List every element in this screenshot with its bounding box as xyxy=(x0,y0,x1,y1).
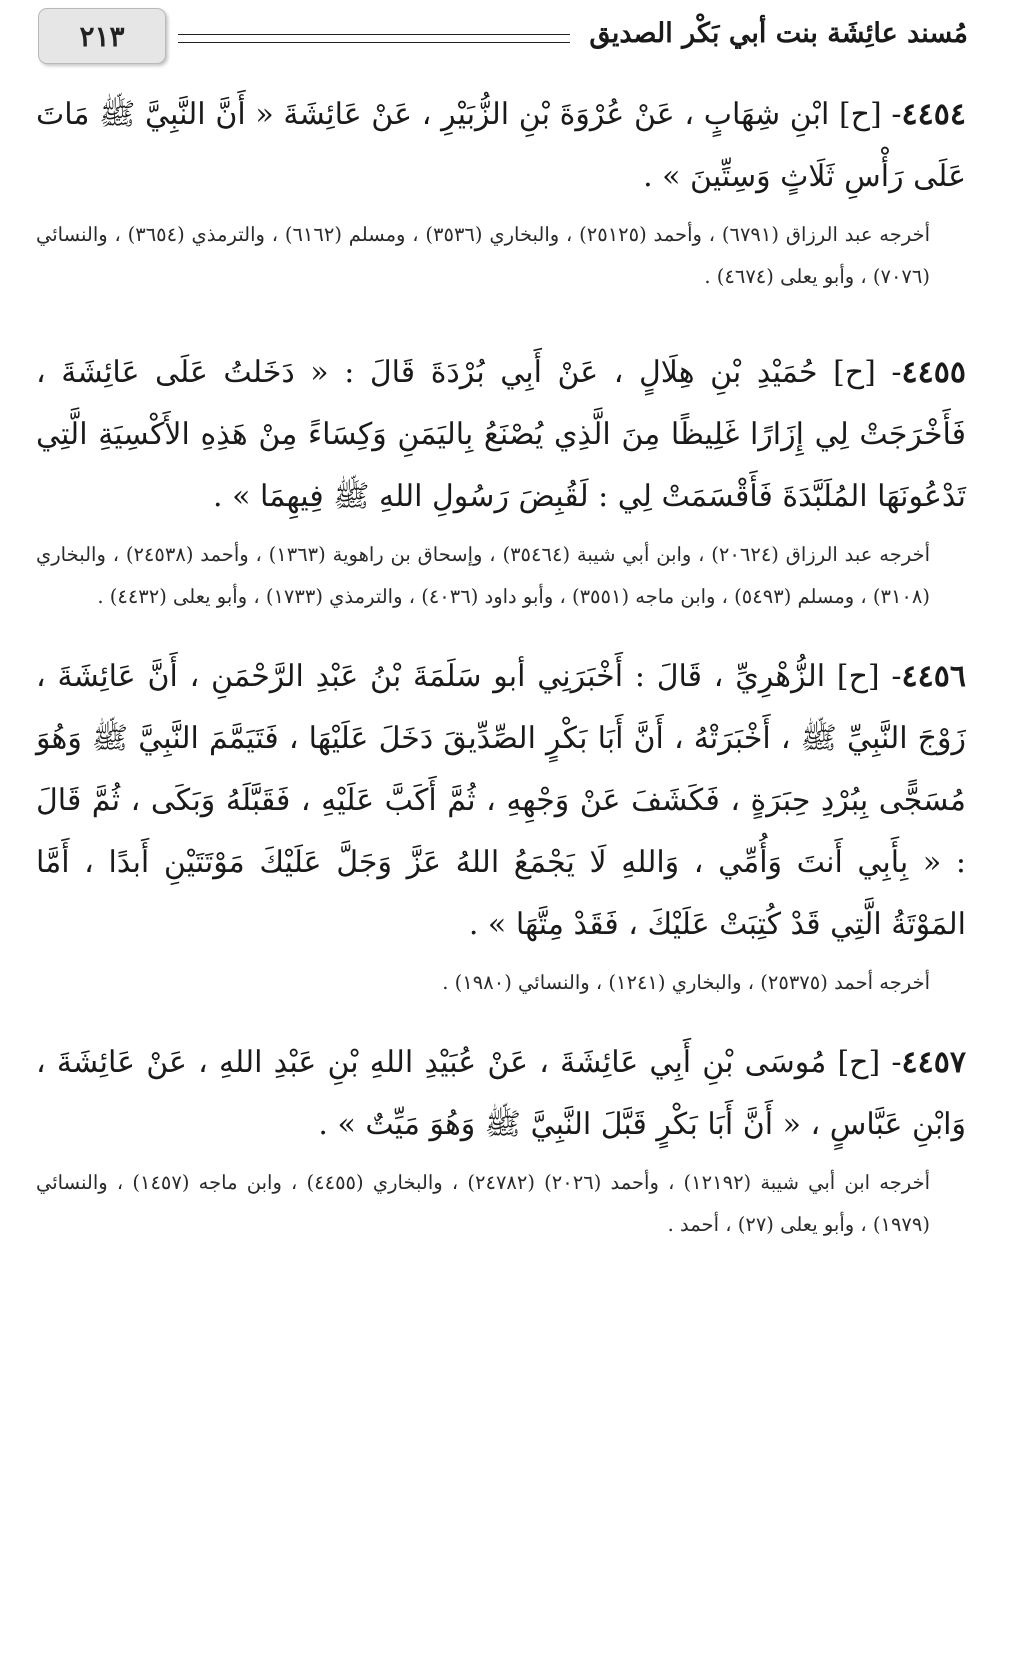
header-double-rule xyxy=(178,34,570,43)
spacer xyxy=(36,628,966,646)
hadith-text xyxy=(36,646,966,956)
takhrij-note: أخرجه عبد الرزاق (٢٠٦٢٤) ، وابن أبي شيبة (٣٥٤٦٤) ، وإسحاق بن راهوية (١٣٦٣) ، وأحمد (٢٤٥٣٨) ، والبخاري (٣١٠٨) ، ومسلم (٥٤٩٣) ، وابن ماجه (٣٥٥١) ، وأبو داود (٤٠٣٦) ، والترمذي (١٧٣٣) ، وأبو يعلى (٤٤٣٢) . xyxy=(36,543,930,608)
page-number: ٢١٣ xyxy=(38,8,166,64)
running-title: مُسند عائِشَة بنت أبي بَكْر الصديق xyxy=(589,18,968,49)
hadith-text xyxy=(36,1032,966,1156)
spacer xyxy=(36,308,966,342)
hadith-body: - [ح] ابْنِ شِهَابٍ ، عَنْ عُرْوَةَ بْنِ الزُّبَيْرِ ، عَنْ عَائِشَةَ « أَنَّ النَّبِيَّ ﷺ مَاتَ عَلَى رَأْسِ ثَلَاثٍ وَسِتِّينَ » . xyxy=(36,97,966,194)
hadith-entry xyxy=(36,646,966,1004)
spacer xyxy=(36,1014,966,1032)
hadith-text xyxy=(36,342,966,528)
hadith-number: ٤٤٥٤ xyxy=(901,97,966,132)
hadith-body: - [ح] الزُّهْرِيِّ ، قَالَ : أَخْبَرَنِي أبو سَلَمَةَ بْنُ عَبْدِ الرَّحْمَنِ ، أَنَّ عَائِشَةَ ، زَوْجَ النَّبِيِّ ﷺ ، أَخْبَرَتْهُ ، أَنَّ أَبَا بَكْرٍ الصِّدِّيقَ دَخَلَ عَلَيْهَا ، فَتَيَمَّمَ النَّبِيَّ ﷺ وَهُوَ مُسَجًّى بِبُرْدِ حِبَرَةٍ ، فَكَشَفَ عَنْ وَجْهِهِ ، ثُمَّ أَكَبَّ عَلَيْهِ ، فَقَبَّلَهُ وَبَكَى ، ثُمَّ قَالَ : « بِأَبِي أَنتَ وَأُمِّي ، وَاللهِ لَا يَجْمَعُ اللهُ عَزَّ وَجَلَّ عَلَيْكَ مَوْتَتَيْنِ أَبدًا ، أَمَّا المَوْتَةُ الَّتِي قَدْ كُتِبَتْ عَلَيْكَ ، فَقَدْ مِتَّهَا » . xyxy=(36,659,966,942)
takhrij-note: أخرجه أحمد (٢٥٣٧٥) ، والبخاري (١٢٤١) ، والنسائي (١٩٨٠) . xyxy=(442,971,930,994)
takhrij-note: أخرجه ابن أبي شيبة (١٢١٩٢) ، وأحمد (٢٠٢٦) (٢٤٧٨٢) ، والبخاري (٤٤٥٥) ، وابن ماجه (١٤٥٧) ، والنسائي (١٩٧٩) ، وأبو يعلى (٢٧) ، أحمد . xyxy=(36,1171,930,1236)
hadith-entry xyxy=(36,84,966,298)
hadith-number: ٤٤٥٦ xyxy=(901,659,966,694)
takhrij-note: أخرجه عبد الرزاق (٦٧٩١) ، وأحمد (٢٥١٢٥) ، والبخاري (٣٥٣٦) ، ومسلم (٦١٦٢) ، والترمذي (٣٦٥٤) ، والنسائي (٧٠٧٦) ، وأبو يعلى (٤٦٧٤) . xyxy=(36,223,931,288)
hadith-entry xyxy=(36,342,966,618)
page-header xyxy=(28,8,968,68)
hadith-body: - [ح] مُوسَى بْنِ أَبِي عَائِشَةَ ، عَنْ عُبَيْدِ اللهِ بْنِ عَبْدِ اللهِ ، عَنْ عَائِشَةَ ، وَابْنِ عَبَّاسٍ ، « أَنَّ أَبَا بَكْرٍ قَبَّلَ النَّبِيَّ ﷺ وَهُوَ مَيِّتٌ » . xyxy=(36,1045,966,1142)
hadith-number: ٤٤٥٧ xyxy=(901,1045,966,1080)
hadith-entry xyxy=(36,1032,966,1246)
hadith-number: ٤٤٥٥ xyxy=(901,355,966,390)
hadith-body: - [ح] حُمَيْدِ بْنِ هِلَالٍ ، عَنْ أَبِي بُرْدَةَ قَالَ : « دَخَلتُ عَلَى عَائِشَةَ ، فَأَخْرَجَتْ لِي إِزَارًا غَلِيظًا مِنَ الَّذِي يُصْنَعُ بِاليَمَنِ وَكِسَاءً مِنْ هَذِهِ الأَكْسِيَةِ الَّتِي تَدْعُونَهَا المُلَبَّدَةَ فَأَقْسَمَتْ لِي : لَقُبِضَ رَسُولِ اللهِ ﷺ فِيهِمَا » . xyxy=(36,355,966,514)
page-content xyxy=(36,84,966,1256)
hadith-text xyxy=(36,84,966,208)
